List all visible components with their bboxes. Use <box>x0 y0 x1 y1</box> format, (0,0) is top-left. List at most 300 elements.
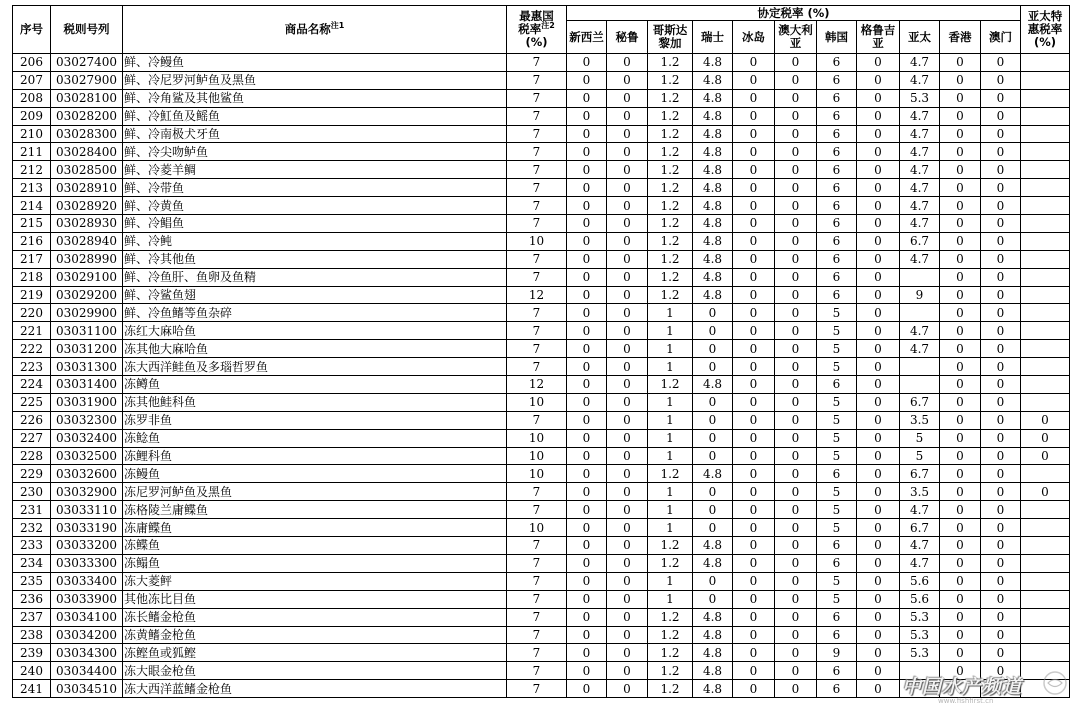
cell-costa-rica: 1 <box>648 590 693 608</box>
cell-peru: 0 <box>607 215 648 233</box>
cell-switzerland: 4.8 <box>693 554 733 572</box>
cell-seq: 239 <box>13 644 51 662</box>
cell-nz: 0 <box>567 393 607 411</box>
header-mfn-rate <box>507 6 567 54</box>
cell-nz: 0 <box>567 644 607 662</box>
cell-iceland: 0 <box>733 340 775 358</box>
cell-mfn: 7 <box>507 358 567 376</box>
cell-seq: 226 <box>13 411 51 429</box>
table-row <box>13 250 1070 268</box>
cell-code: 03031900 <box>51 393 123 411</box>
cell-peru: 0 <box>607 608 648 626</box>
cell-name: 冻鲶鱼 <box>123 429 507 447</box>
cell-mfn: 7 <box>507 644 567 662</box>
cell-iceland: 0 <box>733 376 775 394</box>
cell-hongkong: 0 <box>940 554 981 572</box>
table-row <box>13 304 1070 322</box>
cell-name: 冻黄鳍金枪鱼 <box>123 626 507 644</box>
header-country <box>648 21 693 54</box>
cell-apta-special <box>1021 519 1070 537</box>
cell-hongkong: 0 <box>940 125 981 143</box>
cell-switzerland: 0 <box>693 411 733 429</box>
cell-australia: 0 <box>775 662 817 680</box>
cell-australia: 0 <box>775 268 817 286</box>
cell-costa-rica: 1.2 <box>648 626 693 644</box>
cell-nz: 0 <box>567 107 607 125</box>
cell-mfn: 10 <box>507 429 567 447</box>
cell-korea: 6 <box>817 107 857 125</box>
cell-korea: 9 <box>817 644 857 662</box>
cell-iceland: 0 <box>733 54 775 72</box>
cell-mfn: 7 <box>507 537 567 555</box>
cell-mfn: 10 <box>507 519 567 537</box>
cell-apta-special <box>1021 465 1070 483</box>
cell-georgia: 0 <box>857 447 900 465</box>
cell-georgia: 0 <box>857 465 900 483</box>
cell-australia: 0 <box>775 143 817 161</box>
cell-code: 03033110 <box>51 501 123 519</box>
cell-seq: 217 <box>13 250 51 268</box>
cell-apta-special <box>1021 644 1070 662</box>
cell-hongkong: 0 <box>940 662 981 680</box>
cell-macau: 0 <box>981 376 1021 394</box>
cell-iceland: 0 <box>733 662 775 680</box>
cell-hongkong: 0 <box>940 447 981 465</box>
cell-costa-rica: 1.2 <box>648 107 693 125</box>
cell-macau: 0 <box>981 286 1021 304</box>
cell-apta-special <box>1021 125 1070 143</box>
cell-name: 冻鲽鱼 <box>123 537 507 555</box>
cell-mfn: 7 <box>507 268 567 286</box>
watermark-url: www.fishfirst.cn <box>938 697 994 705</box>
cell-seq: 220 <box>13 304 51 322</box>
cell-name: 冻其他大麻哈鱼 <box>123 340 507 358</box>
cell-korea: 5 <box>817 411 857 429</box>
cell-nz: 0 <box>567 519 607 537</box>
cell-hongkong: 0 <box>940 537 981 555</box>
cell-apta: 4.7 <box>900 143 940 161</box>
table-row <box>13 322 1070 340</box>
cell-australia: 0 <box>775 554 817 572</box>
cell-nz: 0 <box>567 429 607 447</box>
cell-hongkong: 0 <box>940 179 981 197</box>
cell-switzerland: 4.8 <box>693 179 733 197</box>
cell-macau: 0 <box>981 358 1021 376</box>
cell-costa-rica: 1.2 <box>648 197 693 215</box>
cell-seq: 216 <box>13 232 51 250</box>
cell-australia: 0 <box>775 590 817 608</box>
cell-georgia: 0 <box>857 572 900 590</box>
cell-apta: 6.7 <box>900 465 940 483</box>
cell-korea: 6 <box>817 197 857 215</box>
cell-costa-rica: 1 <box>648 411 693 429</box>
cell-seq: 213 <box>13 179 51 197</box>
cell-macau: 0 <box>981 590 1021 608</box>
cell-korea: 5 <box>817 447 857 465</box>
cell-name: 鲜、冷黄鱼 <box>123 197 507 215</box>
cell-nz: 0 <box>567 179 607 197</box>
cell-peru: 0 <box>607 197 648 215</box>
cell-code: 03029100 <box>51 268 123 286</box>
cell-macau: 0 <box>981 554 1021 572</box>
cell-peru: 0 <box>607 376 648 394</box>
cell-apta-special <box>1021 340 1070 358</box>
header-agreement-rate: 协定税率 (%) <box>567 6 1021 21</box>
cell-peru: 0 <box>607 125 648 143</box>
cell-costa-rica: 1 <box>648 501 693 519</box>
cell-korea: 5 <box>817 590 857 608</box>
cell-georgia: 0 <box>857 411 900 429</box>
cell-mfn: 7 <box>507 322 567 340</box>
cell-nz: 0 <box>567 125 607 143</box>
cell-peru: 0 <box>607 537 648 555</box>
cell-switzerland: 0 <box>693 322 733 340</box>
cell-australia: 0 <box>775 322 817 340</box>
cell-costa-rica: 1.2 <box>648 250 693 268</box>
table-row <box>13 268 1070 286</box>
cell-apta: 4.7 <box>900 197 940 215</box>
cell-korea: 5 <box>817 519 857 537</box>
cell-korea: 6 <box>817 554 857 572</box>
cell-georgia: 0 <box>857 322 900 340</box>
cell-macau: 0 <box>981 411 1021 429</box>
cell-apta: 4.7 <box>900 125 940 143</box>
cell-korea: 6 <box>817 54 857 72</box>
cell-mfn: 10 <box>507 465 567 483</box>
cell-australia: 0 <box>775 107 817 125</box>
cell-georgia: 0 <box>857 232 900 250</box>
cell-australia: 0 <box>775 340 817 358</box>
cell-switzerland: 4.8 <box>693 608 733 626</box>
cell-hongkong: 0 <box>940 358 981 376</box>
table-row <box>13 125 1070 143</box>
cell-hongkong: 0 <box>940 572 981 590</box>
cell-peru: 0 <box>607 250 648 268</box>
cell-switzerland: 0 <box>693 429 733 447</box>
cell-nz: 0 <box>567 71 607 89</box>
cell-hongkong: 0 <box>940 644 981 662</box>
cell-iceland: 0 <box>733 358 775 376</box>
cell-macau: 0 <box>981 54 1021 72</box>
cell-apta-special <box>1021 286 1070 304</box>
cell-georgia: 0 <box>857 54 900 72</box>
cell-apta-special <box>1021 89 1070 107</box>
header-country <box>733 21 775 54</box>
cell-code: 03034300 <box>51 644 123 662</box>
cell-seq: 228 <box>13 447 51 465</box>
cell-peru: 0 <box>607 590 648 608</box>
cell-switzerland: 0 <box>693 447 733 465</box>
cell-korea: 6 <box>817 232 857 250</box>
cell-macau: 0 <box>981 393 1021 411</box>
cell-peru: 0 <box>607 161 648 179</box>
cell-georgia: 0 <box>857 590 900 608</box>
cell-code: 03031400 <box>51 376 123 394</box>
cell-macau: 0 <box>981 107 1021 125</box>
cell-iceland: 0 <box>733 537 775 555</box>
cell-name: 冻尼罗河鲈鱼及黑鱼 <box>123 483 507 501</box>
header-country-label: 韩国 <box>825 29 848 44</box>
cell-apta: 4.7 <box>900 161 940 179</box>
cell-apta: 4.7 <box>900 54 940 72</box>
cell-australia: 0 <box>775 179 817 197</box>
cell-mfn: 10 <box>507 393 567 411</box>
cell-nz: 0 <box>567 232 607 250</box>
cell-apta: 3.5 <box>900 483 940 501</box>
cell-seq: 222 <box>13 340 51 358</box>
cell-code: 03028990 <box>51 250 123 268</box>
cell-seq: 221 <box>13 322 51 340</box>
header-country-label: 澳门 <box>989 29 1012 44</box>
header-country-label: 冰岛 <box>742 29 765 44</box>
cell-korea: 6 <box>817 626 857 644</box>
cell-korea: 6 <box>817 71 857 89</box>
cell-nz: 0 <box>567 411 607 429</box>
cell-apta: 5.3 <box>900 644 940 662</box>
cell-nz: 0 <box>567 143 607 161</box>
cell-nz: 0 <box>567 608 607 626</box>
cell-macau: 0 <box>981 662 1021 680</box>
cell-code: 03032400 <box>51 429 123 447</box>
cell-costa-rica: 1 <box>648 429 693 447</box>
cell-apta-special: 0 <box>1021 447 1070 465</box>
cell-apta: 5 <box>900 429 940 447</box>
cell-apta-special <box>1021 393 1070 411</box>
cell-code: 03028500 <box>51 161 123 179</box>
cell-costa-rica: 1 <box>648 340 693 358</box>
cell-costa-rica: 1 <box>648 447 693 465</box>
cell-peru: 0 <box>607 447 648 465</box>
cell-switzerland: 4.8 <box>693 626 733 644</box>
watermark-text: 中国水产频道 <box>902 676 1023 698</box>
cell-nz: 0 <box>567 89 607 107</box>
cell-code: 03028930 <box>51 215 123 233</box>
cell-georgia: 0 <box>857 286 900 304</box>
cell-peru: 0 <box>607 501 648 519</box>
cell-macau: 0 <box>981 572 1021 590</box>
table-row <box>13 286 1070 304</box>
cell-iceland: 0 <box>733 71 775 89</box>
cell-korea: 5 <box>817 358 857 376</box>
table-row <box>13 143 1070 161</box>
cell-code: 03031300 <box>51 358 123 376</box>
cell-hongkong: 0 <box>940 501 981 519</box>
cell-korea: 6 <box>817 250 857 268</box>
header-apta-line2: 惠税率 <box>1027 22 1063 36</box>
cell-peru: 0 <box>607 465 648 483</box>
header-mfn-note: 注2 <box>541 21 555 31</box>
header-mfn-line2: 税率 <box>518 22 542 36</box>
cell-name: 鲜、冷鲨鱼翅 <box>123 286 507 304</box>
cell-switzerland: 4.8 <box>693 644 733 662</box>
cell-macau: 0 <box>981 340 1021 358</box>
cell-korea: 5 <box>817 340 857 358</box>
cell-apta: 5 <box>900 447 940 465</box>
cell-iceland: 0 <box>733 197 775 215</box>
cell-apta-special <box>1021 250 1070 268</box>
cell-costa-rica: 1 <box>648 572 693 590</box>
cell-apta: 6.7 <box>900 393 940 411</box>
cell-apta <box>900 304 940 322</box>
cell-code: 03028200 <box>51 107 123 125</box>
cell-mfn: 7 <box>507 250 567 268</box>
cell-iceland: 0 <box>733 232 775 250</box>
cell-peru: 0 <box>607 71 648 89</box>
cell-georgia: 0 <box>857 429 900 447</box>
cell-hongkong: 0 <box>940 54 981 72</box>
cell-australia: 0 <box>775 572 817 590</box>
cell-switzerland: 4.8 <box>693 537 733 555</box>
table-row <box>13 590 1070 608</box>
header-mfn-line3: (%) <box>525 35 548 49</box>
cell-switzerland: 4.8 <box>693 286 733 304</box>
table-row <box>13 429 1070 447</box>
cell-apta: 5.3 <box>900 89 940 107</box>
tariff-table-container <box>12 5 1070 698</box>
cell-mfn: 7 <box>507 590 567 608</box>
cell-code: 03032900 <box>51 483 123 501</box>
table-row <box>13 71 1070 89</box>
cell-apta-special <box>1021 608 1070 626</box>
cell-seq: 214 <box>13 197 51 215</box>
cell-macau: 0 <box>981 429 1021 447</box>
cell-korea: 6 <box>817 125 857 143</box>
cell-switzerland: 0 <box>693 572 733 590</box>
table-header <box>13 6 1070 54</box>
cell-macau: 0 <box>981 322 1021 340</box>
cell-name: 鲜、冷带鱼 <box>123 179 507 197</box>
cell-australia: 0 <box>775 161 817 179</box>
table-row <box>13 608 1070 626</box>
cell-hongkong: 0 <box>940 322 981 340</box>
cell-hongkong: 0 <box>940 429 981 447</box>
cell-apta-special <box>1021 322 1070 340</box>
cell-code: 03032300 <box>51 411 123 429</box>
cell-mfn: 7 <box>507 179 567 197</box>
cell-macau: 0 <box>981 537 1021 555</box>
cell-korea: 5 <box>817 304 857 322</box>
cell-peru: 0 <box>607 107 648 125</box>
cell-apta: 4.7 <box>900 250 940 268</box>
cell-switzerland: 0 <box>693 590 733 608</box>
cell-switzerland: 4.8 <box>693 107 733 125</box>
cell-apta: 9 <box>900 286 940 304</box>
cell-seq: 209 <box>13 107 51 125</box>
cell-mfn: 7 <box>507 54 567 72</box>
cell-nz: 0 <box>567 197 607 215</box>
cell-korea: 5 <box>817 322 857 340</box>
cell-macau: 0 <box>981 483 1021 501</box>
cell-apta-special <box>1021 304 1070 322</box>
cell-seq: 225 <box>13 393 51 411</box>
cell-name: 冻红大麻哈鱼 <box>123 322 507 340</box>
table-body <box>13 54 1070 698</box>
cell-peru: 0 <box>607 322 648 340</box>
cell-peru: 0 <box>607 358 648 376</box>
cell-name: 其他冻比目鱼 <box>123 590 507 608</box>
cell-macau: 0 <box>981 125 1021 143</box>
cell-georgia: 0 <box>857 519 900 537</box>
cell-seq: 223 <box>13 358 51 376</box>
cell-hongkong: 0 <box>940 483 981 501</box>
cell-code: 03031200 <box>51 340 123 358</box>
table-row <box>13 537 1070 555</box>
cell-macau: 0 <box>981 179 1021 197</box>
cell-australia: 0 <box>775 626 817 644</box>
cell-hongkong: 0 <box>940 215 981 233</box>
cell-mfn: 7 <box>507 107 567 125</box>
cell-georgia: 0 <box>857 554 900 572</box>
header-country <box>857 21 900 54</box>
header-seq: 序号 <box>13 6 51 54</box>
cell-korea: 6 <box>817 215 857 233</box>
cell-australia: 0 <box>775 483 817 501</box>
cell-iceland: 0 <box>733 322 775 340</box>
cell-switzerland: 0 <box>693 358 733 376</box>
cell-seq: 219 <box>13 286 51 304</box>
cell-costa-rica: 1.2 <box>648 680 693 698</box>
cell-hongkong: 0 <box>940 608 981 626</box>
cell-code: 03033400 <box>51 572 123 590</box>
cell-switzerland: 0 <box>693 483 733 501</box>
cell-australia: 0 <box>775 393 817 411</box>
cell-seq: 231 <box>13 501 51 519</box>
cell-korea: 6 <box>817 376 857 394</box>
cell-macau: 0 <box>981 197 1021 215</box>
header-country <box>981 21 1021 54</box>
cell-name: 冻大西洋蓝鳍金枪鱼 <box>123 680 507 698</box>
header-name-note: 注1 <box>330 21 345 31</box>
cell-code: 03033900 <box>51 590 123 608</box>
cell-australia: 0 <box>775 376 817 394</box>
table-row <box>13 465 1070 483</box>
cell-australia: 0 <box>775 680 817 698</box>
cell-apta-special <box>1021 626 1070 644</box>
cell-name: 鲜、冷鲀 <box>123 232 507 250</box>
cell-peru: 0 <box>607 340 648 358</box>
cell-hongkong: 0 <box>940 89 981 107</box>
cell-iceland: 0 <box>733 608 775 626</box>
cell-iceland: 0 <box>733 125 775 143</box>
cell-apta-special <box>1021 215 1070 233</box>
cell-code: 03033300 <box>51 554 123 572</box>
cell-australia: 0 <box>775 232 817 250</box>
cell-costa-rica: 1.2 <box>648 179 693 197</box>
cell-costa-rica: 1.2 <box>648 554 693 572</box>
cell-korea: 5 <box>817 483 857 501</box>
cell-korea: 6 <box>817 268 857 286</box>
cell-switzerland: 4.8 <box>693 54 733 72</box>
cell-switzerland: 0 <box>693 304 733 322</box>
cell-georgia: 0 <box>857 644 900 662</box>
cell-macau: 0 <box>981 608 1021 626</box>
cell-peru: 0 <box>607 519 648 537</box>
cell-mfn: 10 <box>507 232 567 250</box>
cell-seq: 212 <box>13 161 51 179</box>
cell-korea: 6 <box>817 465 857 483</box>
cell-georgia: 0 <box>857 304 900 322</box>
cell-seq: 206 <box>13 54 51 72</box>
cell-mfn: 7 <box>507 340 567 358</box>
cell-costa-rica: 1.2 <box>648 662 693 680</box>
cell-peru: 0 <box>607 644 648 662</box>
cell-apta-special <box>1021 71 1070 89</box>
cell-code: 03028100 <box>51 89 123 107</box>
cell-hongkong: 0 <box>940 107 981 125</box>
cell-seq: 208 <box>13 89 51 107</box>
cell-macau: 0 <box>981 268 1021 286</box>
cell-iceland: 0 <box>733 519 775 537</box>
